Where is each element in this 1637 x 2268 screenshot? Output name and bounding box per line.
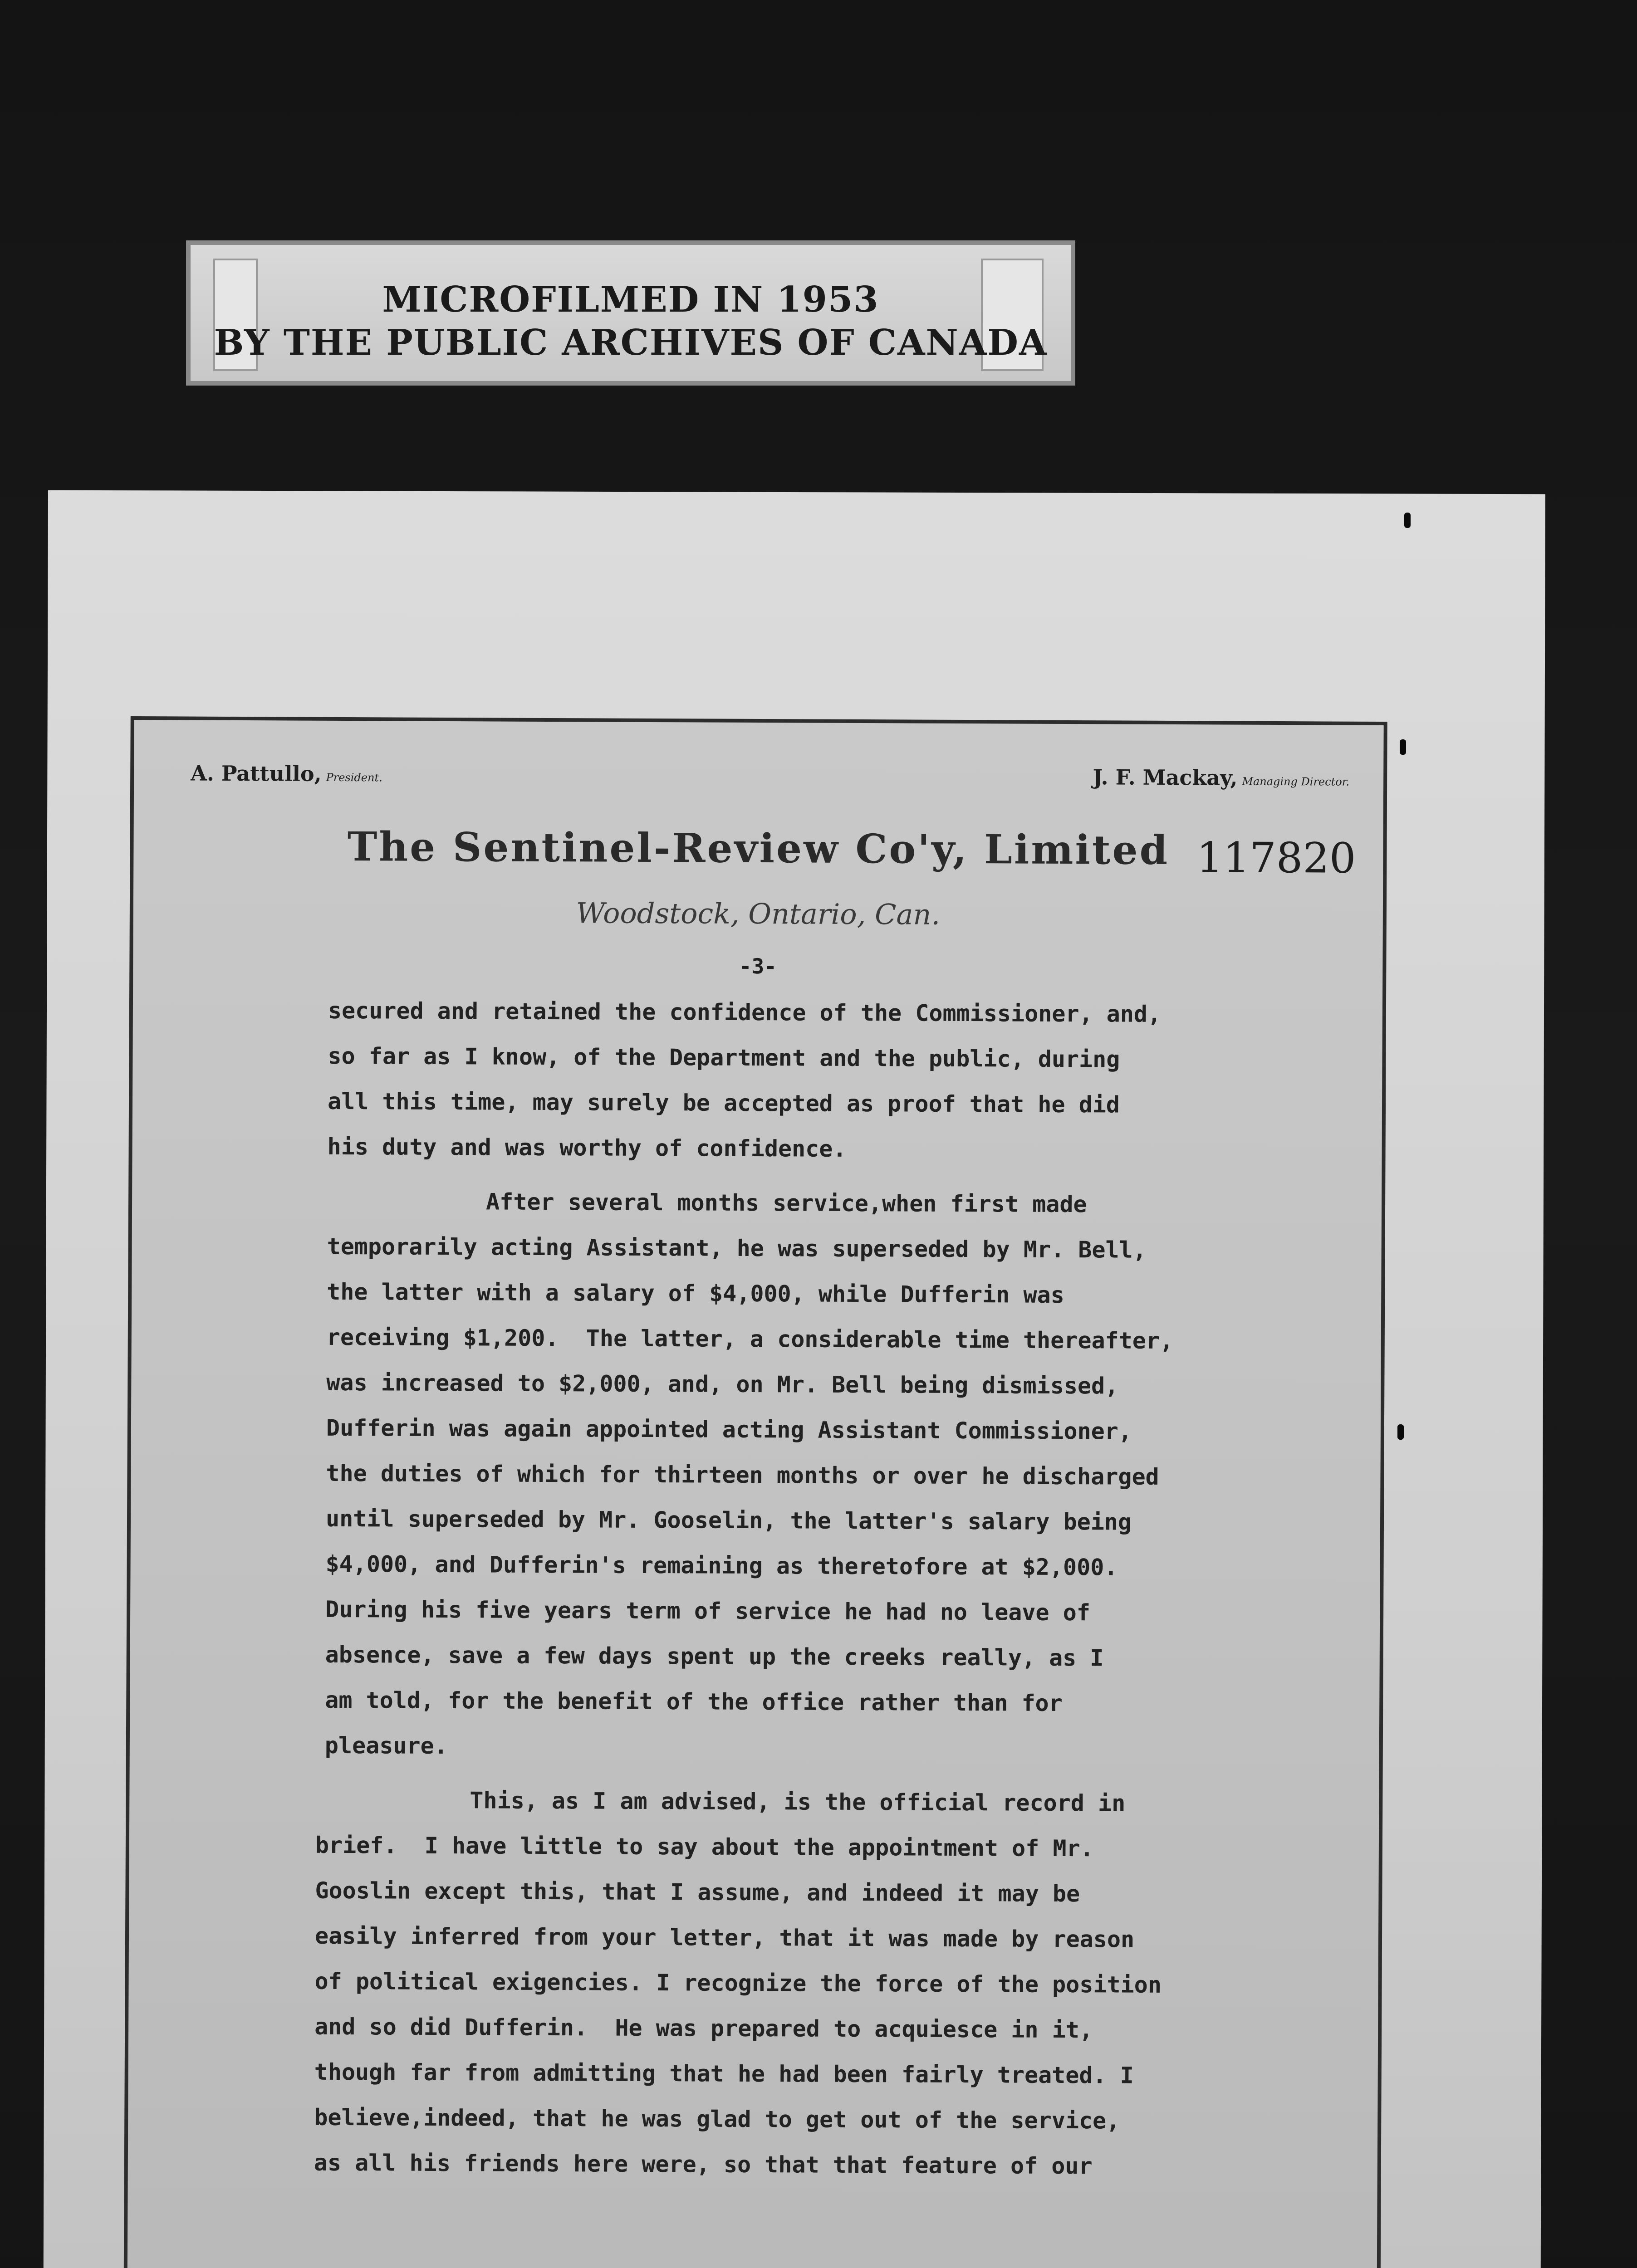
body-line: Dufferin was again appointed acting Assistant Commissioner, bbox=[326, 1414, 1132, 1445]
body-line: all this time, may surely be accepted as proof that he did bbox=[327, 1088, 1120, 1118]
punch-mark bbox=[1404, 513, 1411, 528]
body-line: After several months service,when first made bbox=[485, 1188, 1087, 1218]
body-line: $4,000, and Dufferin's remaining as theretofore at $2,000. bbox=[325, 1550, 1118, 1581]
body-line: absence, save a few days spent up the creeks really, as I bbox=[325, 1641, 1104, 1672]
label-line-2: BY THE PUBLIC ARCHIVES OF CANADA bbox=[214, 322, 1048, 363]
body-line: brief. I have little to say about the appointment of Mr. bbox=[315, 1832, 1094, 1862]
document-number: 117820 bbox=[1196, 833, 1356, 883]
punch-mark bbox=[1400, 739, 1406, 755]
company-location: Woodstock, Ontario, Can. bbox=[576, 896, 941, 931]
manager-name bbox=[1093, 765, 1349, 790]
company-name: The Sentinel-Review Co'y, Limited bbox=[347, 823, 1170, 874]
president-role: President. bbox=[326, 771, 382, 784]
body-line: temporarily acting Assistant, he was superseded by Mr. Bell, bbox=[327, 1233, 1147, 1263]
letter-page bbox=[123, 716, 1387, 2268]
page-number: -3- bbox=[739, 953, 777, 979]
body-line: believe,indeed, that he was glad to get out of the service, bbox=[314, 2104, 1120, 2134]
label-line-1: MICROFILMED IN 1953 bbox=[382, 279, 879, 320]
president-name-text: A. Pattullo, bbox=[191, 761, 322, 786]
microfilm-label bbox=[186, 240, 1075, 386]
body-line: and so did Dufferin. He was prepared to acquiesce in it, bbox=[314, 2013, 1093, 2043]
body-line: the latter with a salary of $4,000, while Dufferin was bbox=[327, 1278, 1064, 1308]
body-line: During his five years term of service he had no leave of bbox=[325, 1596, 1091, 1626]
body-line: his duty and was worthy of confidence. bbox=[327, 1133, 847, 1162]
body-line: was increased to $2,000, and, on Mr. Bell being dismissed, bbox=[326, 1369, 1119, 1399]
punch-mark bbox=[1397, 1424, 1404, 1440]
manager-name-text: J. F. Mackay, bbox=[1093, 765, 1238, 790]
body-line: This, as I am advised, is the official record in bbox=[470, 1787, 1126, 1817]
body-line: am told, for the benefit of the office rather than for bbox=[325, 1686, 1063, 1716]
body-line: easily inferred from your letter, that it was made by reason bbox=[314, 1922, 1135, 1953]
body-line: as all his friends here were, so that that feature of our bbox=[314, 2149, 1093, 2180]
body-line: until superseded by Mr. Gooselin, the latter's salary being bbox=[325, 1505, 1132, 1535]
body-line: the duties of which for thirteen months or over he discharged bbox=[326, 1460, 1159, 1490]
body-line: though far from admitting that he had been fairly treated. I bbox=[314, 2058, 1134, 2089]
manager-role: Managing Director. bbox=[1242, 775, 1350, 788]
president-name bbox=[191, 761, 382, 787]
body-line: of political exigencies. I recognize the force of the position bbox=[314, 1968, 1162, 1998]
body-line: Gooslin except this, that I assume, and indeed it may be bbox=[315, 1877, 1080, 1907]
body-line: secured and retained the confidence of the Commissioner, and, bbox=[328, 997, 1162, 1027]
body-line: so far as I know, of the Department and the public, during bbox=[328, 1042, 1120, 1073]
body-line: receiving $1,200. The latter, a considerable time thereafter, bbox=[326, 1324, 1174, 1354]
letter-body bbox=[133, 997, 1382, 2180]
body-line: pleasure. bbox=[324, 1732, 448, 1760]
